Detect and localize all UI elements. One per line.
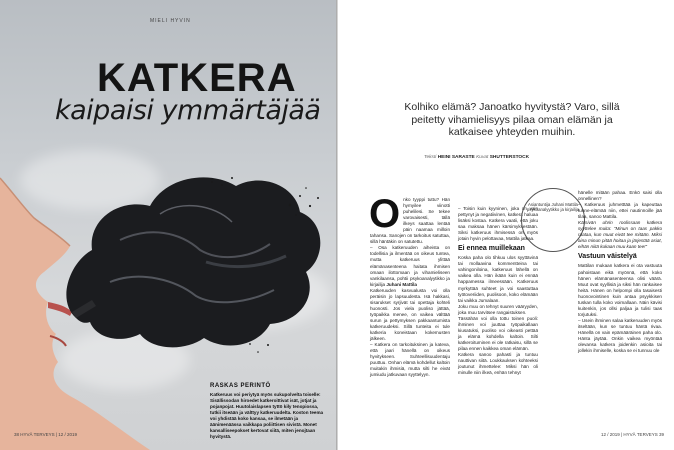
credits-photo-name: SHUTTERSTOCK: [489, 155, 530, 160]
body-paragraph: nko tyyppi tuttu? Hän hymyilee viinotti puhelilesi. Se tekee varovaisesti, tällä ilkeys saattaa lentää päin naamaa milloin tahansa. Sanojen on tarkoitus satuttaa, sillä häntäkin on satutettu.: [370, 197, 450, 245]
credits-text-name: HEINI SARASTE: [437, 155, 475, 160]
body-paragraph: – Toisin kuin kyyninen, joka on vain pettynyt ja negatiivinen, katkera haluaa lisäksi kostaa. Katkera vaatii, että joku saa maksaa hänen kärsimyksestään. Siksi katkeruus ihmisessä on myös jotain hyvin pelottavaa, Mattila jatkaa.: [458, 206, 538, 242]
body-paragraph: – Katkeruus juhmetttää ja kapeuttaa tunne-elämää niin, ettei nautinnoille jää tilaa, sanoo Mattila.: [578, 202, 662, 220]
page-folio: 12 / 2019 | HYVÄ TERVEYS 39: [600, 432, 664, 437]
section-kicker: MIELI HYVIN: [150, 18, 191, 24]
dropcap: O: [369, 192, 401, 236]
body-paragraph: Katkera sanoo pahasti ja tuntuu nauttivan siitä. Loukkauksen kohteeksi joutunut ihmettelee: Miksi hän oli minulle niin ilkeä, enhän tehnyt: [458, 352, 538, 376]
body-paragraph: Katkeruuden kasvualusta voi olla peräisin jo lapsuudesta. Isä hakkasi, sisarukset syrjivät tai opettaja kohteli huonosti. Jos viela puoliso jättää, työpaikka menee, on vaikea välttää surun ja pettymyksen pakkaantumista katkeruudeksi. Sillä tunteita ei tule katkeria koneistaan kokemusten jälkeen.: [370, 287, 450, 342]
caption-title: RASKAS PERINTÖ: [210, 383, 271, 389]
paragraph-text: – Osa katkeruuden aiheista on todellisia ja ilmentää on oikeus tuntea, mutta katkeruus ylittää elämänasenteena haitata ihmisen omaan ilottomaan ja vihamieliseen vankilaansa, pohtii psykoanalyytikko ja kirjailija: [370, 245, 450, 287]
body-paragraph: Koska paha olo tihkuu ulos syyttävinä tai mollaavina kommentteina tai vahingoniloina, katkeruus lähellä on vaikea olla. Hän ikään kuin ei ennää happamessa ilmeessään. Katkeruus myrkyttää suhteet ja voi saastuttaa työtoveriiden, puolisoon, koko elämään tai vaikka Jumalaan.: [458, 255, 538, 303]
caption-body: Katkeruus voi periytyä myös sukupolvelta toiselle: Sisällissodan hiroedet katkeroittivat isät, jotjat ja pojanpojat. Huutolaislapsen tyttö kiły tenopiossa, tutkii itseään ja välttyy katkeruudelta. Koston teema voi yhdistää koko kansaa, se ilmetään ja äänimenäässa vaikkapa poliittisen sivistä. Monet kansalliseepokset kertovat siitä, miten jenojtaan hyvitystä.: [210, 392, 324, 439]
plastic-bag: [66, 177, 320, 347]
body-paragraph: [370, 245, 450, 287]
text-column-1: [369, 192, 450, 378]
body-paragraph: – Usein ihminen salaa katkeruuden myös itseltään, kun se tuntuu häntä rivaa. Hänellä on vain epämääräinen paha olo. Hänta jäytää. Onkin vaikea myöntää olevansa katkera joidenkin asioita tai jollekin ihmiselle, koska se ei tunnuu ole: [578, 317, 663, 354]
article-title: KATKERA: [97, 56, 297, 100]
body-paragraph: Joku muu on tehnyt suuren vääryyden, joka muu tarvitsee rangaistuksen.: [458, 303, 538, 315]
page-folio: 38 HYVÄ TERVEYS | 12 / 2019: [14, 432, 78, 437]
credits-text-label: Teksti: [424, 155, 437, 160]
body-paragraph: Kärsivän uhrin roolissaan katkera syyttelee muita: "Minun on taas pakko raataa, kun muut eivät tee mitään. Miksi aina minun pitää hoitaa ja järjestää asiat, eihän niitä kukaan muu kaan tee!": [578, 220, 662, 250]
body-paragraph: hänelle mitään pahaa. Enkö saisi olla onnellinen?: [578, 190, 662, 202]
body-paragraph: – Katkera on tarkoituksinen ja kateva, että jaari hänellä on oikeus hyvitykseen. Suhteellisuudentaju puuttuu. Onhan elämä kohdellut kaltoin muitakin ihmisiä, mutta silti he eivät jumiudu jatkuvaan syyttelyyn.: [370, 342, 450, 378]
right-page: [338, 0, 674, 450]
left-page: [0, 0, 336, 450]
article-deck: Kolhiko elämä? Janoatko hyvitystä? Varo, sillä peitetty vihamielisyys pilaa oman elämän ja katkaisee yhteyden muihin.: [404, 101, 620, 138]
article-subtitle: kaipaisi ymmärtäjää: [55, 95, 321, 126]
section-heading: Vastuun väistelyä: [578, 253, 637, 261]
section-heading: Ei ennea muillekaan: [458, 245, 525, 253]
credits-photo-label: Kuvat: [476, 155, 489, 160]
text-column-3: [578, 190, 662, 354]
expert-bubble: Asiantuntija Juhani Mattila psykoanalyytikko ja kirjailija: [521, 188, 585, 252]
article-credits: [424, 155, 529, 160]
expert-name: Juhani Mattila: [386, 281, 417, 287]
body-paragraph: Mattilan mukaan katkera ei ota vastuuta pahoistaan eikä myönnä, että koko hänen elämänasenteensa olisi väärä. Muut ovat syyllisiä ja siksi hän rankaisee heitä. Hänen on helpompi olla tasaisesti huonovointinen kuin antaa psyykkisen tuskan tulla koko voimallaan. Näin kävisi kuitenkin, jos ollsi paljaa ja tulisi taas torjutuksi.: [578, 263, 662, 317]
body-paragraph: Tässähän voi olla tottu toinen puoli: ihminen voi juuttaa työpaikallaan kiusatuksi, puoliso voi oikeasti pettää ja elämä kohdella kaltoin. Silti katkeroituminen ei ole ratkaisu, sillä se pilaa ennen kaikkea oman elämän.: [458, 315, 538, 351]
